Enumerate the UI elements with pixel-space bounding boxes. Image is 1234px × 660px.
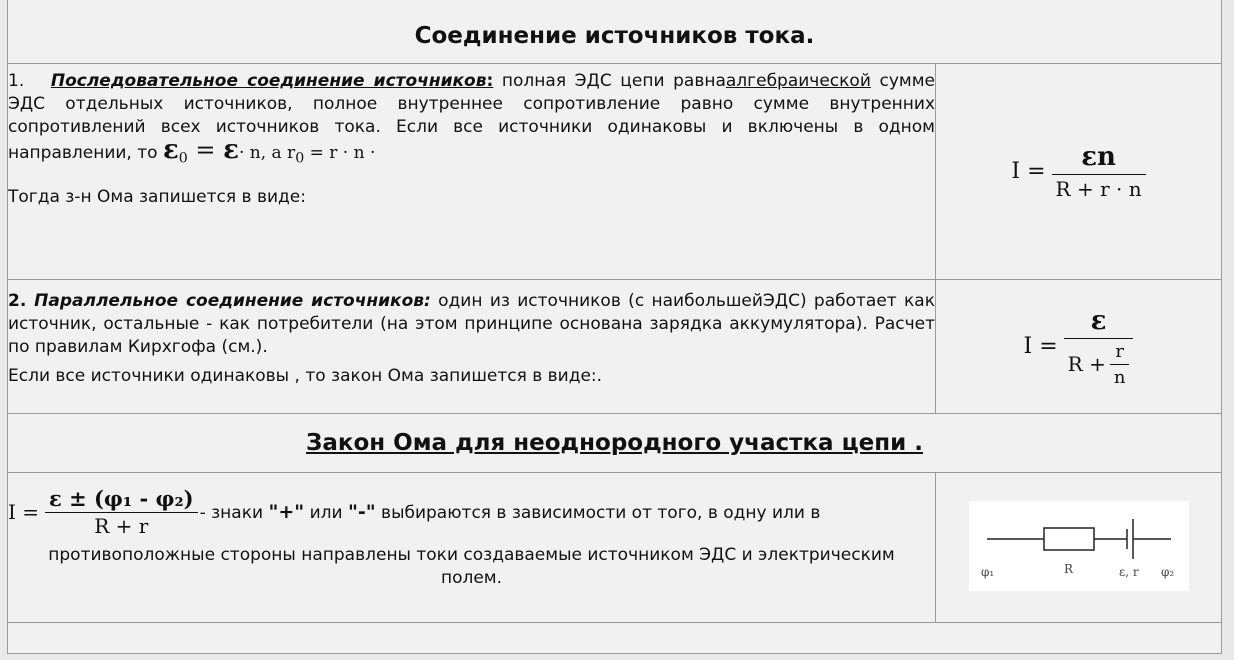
formula-denominator-2: R + $\frac{r}{n}$: [1064, 339, 1134, 388]
nonuniform-numerator: ε ± (φ₁ - φ₂): [45, 487, 198, 513]
plus-sign: "+": [268, 500, 305, 523]
formula-lhs: I =: [1011, 159, 1046, 184]
dash-text: - знаки: [199, 502, 269, 523]
circuit-diagram: [969, 501, 1189, 591]
next-row-stub: [8, 623, 1222, 654]
series-then-text: Тогда з-н Ома запишется в виде:: [8, 187, 306, 208]
series-ohm-formula: [1011, 142, 1145, 201]
parallel-connection-cell: [8, 280, 936, 414]
parallel-text: один из источников (с наибольшейЭДС) работает как источник, остальные - как потребители (на этом принципе основана зарядка аккумулятора). Расчет по правилам Кирхгофа (см.).: [8, 291, 935, 357]
circuit-cell: [936, 473, 1222, 623]
parallel-formula-cell: [936, 280, 1222, 414]
emf-symbol: ε: [162, 135, 179, 165]
series-formula-cell: [936, 64, 1222, 280]
or-text: или: [304, 502, 348, 523]
resistor: [1044, 528, 1094, 550]
item-number: 1.: [8, 71, 25, 91]
circuit-svg: [969, 501, 1189, 591]
nonuniform-text-a: выбираются в зависимости от того, в одну или в: [375, 502, 821, 523]
series-text-b: сумме ЭДС отдельных источников, полное внутреннее сопротивление равно сумме внутренних сопротивлений всех источников тока. Если все источники одинаковы и включены в одном направлении, то: [8, 71, 936, 163]
formula-numerator-2: ε: [1064, 306, 1134, 339]
nonuniform-cell: [8, 473, 936, 623]
document-table: [7, 0, 1222, 654]
nonuniform-denominator: R + r: [94, 514, 149, 538]
phi2-label: φ₂: [1160, 564, 1174, 579]
formula-lhs-2: I =: [1023, 334, 1058, 359]
parallel-then-text: Если все источники одинаковы , то закон Ома запишется в виде:.: [8, 366, 603, 386]
algebraic-link[interactable]: алгебраической: [725, 71, 871, 91]
series-equation: [162, 135, 376, 167]
item-number-2: 2.: [8, 291, 27, 311]
series-heading-colon: :: [486, 71, 494, 91]
section-header-sources: [8, 0, 1222, 64]
eq-sign: =: [187, 136, 224, 164]
phi1-label: φ₁: [980, 564, 994, 579]
eq-tail: · n, а r: [238, 143, 296, 163]
minus-sign: "-": [347, 500, 376, 523]
emf-symbol-2: ε: [223, 135, 239, 165]
eps-r-label: ε, r: [1118, 564, 1139, 579]
parallel-heading: Параллельное соединение источников:: [26, 291, 431, 311]
nonuniform-formula: I = $\frac{\text{ε ± (φ₁ - φ₂)}}{R + r}$: [8, 487, 198, 538]
section-title-2: Закон Ома для неоднородного участка цепи .: [306, 430, 923, 456]
formula-denominator: R + r · n: [1055, 177, 1142, 201]
series-heading: Последовательное соединение источников: [50, 71, 487, 91]
nonuniform-text-b: противоположные стороны направлены токи создаваемые источником ЭДС и электрическим полем.: [48, 545, 895, 588]
parallel-ohm-formula: [1024, 306, 1134, 388]
eq-tail-2: = r · n ·: [304, 143, 376, 163]
emf-sub: 0: [178, 150, 188, 167]
r-label: R: [1063, 561, 1073, 576]
section-header-nonuniform: [8, 414, 1222, 473]
formula-numerator: εn: [1052, 142, 1146, 175]
r-sub: 0: [295, 150, 305, 167]
series-connection-cell: [8, 64, 936, 280]
section-title: Соединение источников тока.: [414, 23, 815, 49]
series-text-a: полная ЭДС цепи равна: [493, 71, 726, 91]
